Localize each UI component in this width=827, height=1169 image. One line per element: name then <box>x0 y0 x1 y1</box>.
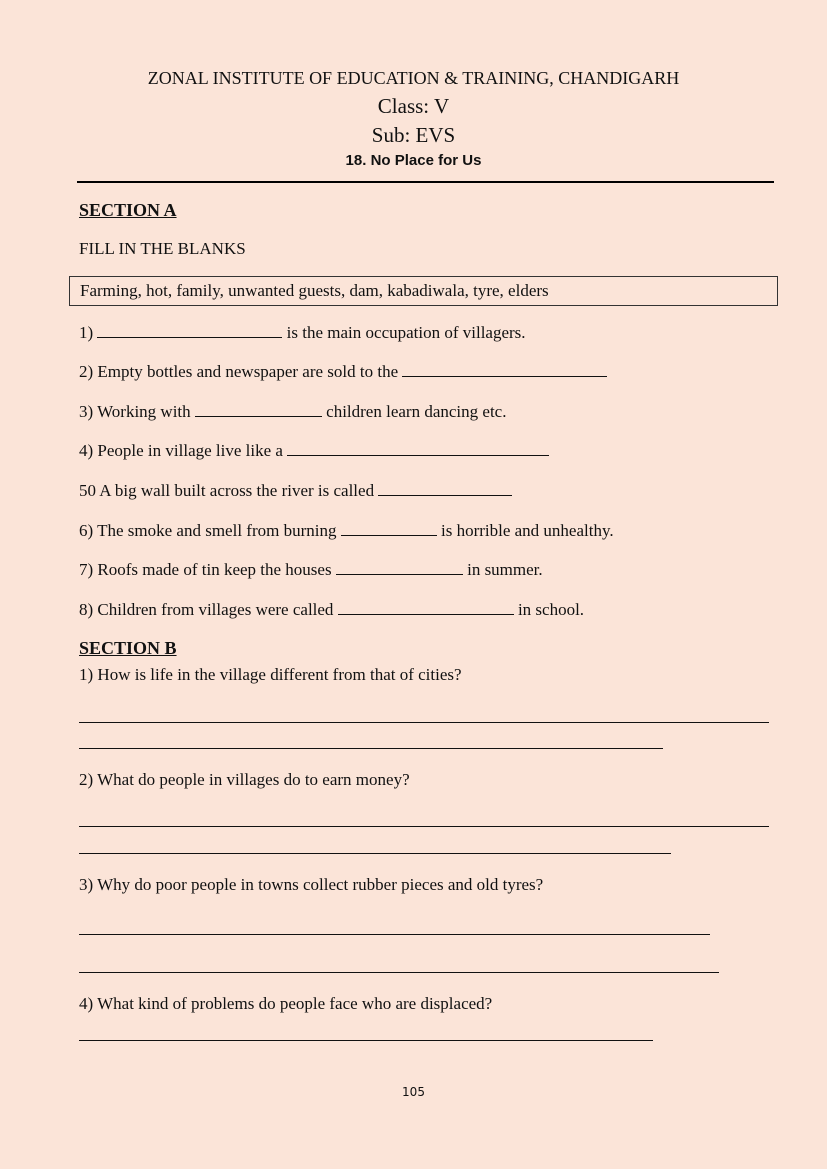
answer-line[interactable] <box>79 853 671 854</box>
question-text: 1) <box>79 323 98 342</box>
question-text: in school. <box>513 600 585 619</box>
answer-line[interactable] <box>79 934 710 935</box>
section-b-title: SECTION B <box>79 638 177 658</box>
fill-blank-question-6 <box>79 521 614 541</box>
institute-name: ZONAL INSTITUTE OF EDUCATION & TRAINING, CHANDIGARH <box>147 68 680 88</box>
question-text: 7) Roofs made of tin keep the houses <box>79 560 336 579</box>
page-number: 105 <box>402 1085 425 1099</box>
chapter-title: 18. No Place for Us <box>345 152 482 169</box>
blank-line[interactable] <box>97 323 282 338</box>
question-text: 3) Working with <box>79 402 195 421</box>
short-answer-question-1: 1) How is life in the village different from that of cities? <box>79 665 462 684</box>
chapter-number: 18 <box>345 152 363 169</box>
subject-label: Sub: EVS <box>371 123 456 147</box>
question-text: is the main occupation of villagers. <box>282 323 526 342</box>
answer-line[interactable] <box>79 748 663 749</box>
blank-line[interactable] <box>402 362 607 377</box>
fill-blank-question-8 <box>79 600 584 620</box>
question-text: 8) Children from villages were called <box>79 600 338 619</box>
fill-blank-question-7 <box>79 560 543 580</box>
short-answer-question-2: 2) What do people in villages do to earn money? <box>79 770 410 789</box>
blank-line[interactable] <box>287 441 549 456</box>
blank-line[interactable] <box>195 402 322 417</box>
blank-line[interactable] <box>338 600 514 615</box>
short-answer-question-4: 4) What kind of problems do people face who are displaced? <box>79 994 493 1013</box>
class-label: Class: V <box>377 94 450 118</box>
answer-line[interactable] <box>79 826 769 827</box>
question-text: is horrible and unhealthy. <box>436 521 614 540</box>
answer-line[interactable] <box>79 722 769 723</box>
blank-line[interactable] <box>341 521 437 536</box>
answer-line[interactable] <box>79 972 719 973</box>
header-divider <box>77 181 774 183</box>
question-text: 50 A big wall built across the river is called <box>79 481 379 500</box>
fill-blank-question-4 <box>79 441 549 461</box>
question-text: 2) Empty bottles and newspaper are sold to the <box>79 362 403 381</box>
question-text: in summer. <box>462 560 543 579</box>
answer-line[interactable] <box>79 1040 653 1041</box>
question-text: children learn dancing etc. <box>321 402 507 421</box>
fill-blank-question-3 <box>79 402 506 422</box>
blank-line[interactable] <box>378 481 512 496</box>
chapter-name: No Place for Us <box>370 152 482 169</box>
section-a-instruction: FILL IN THE BLANKS <box>79 239 246 258</box>
question-text: 6) The smoke and smell from burning <box>79 521 341 540</box>
short-answer-question-3: 3) Why do poor people in towns collect rubber pieces and old tyres? <box>79 875 544 894</box>
fill-blank-question-5 <box>79 481 512 501</box>
section-a-title: SECTION A <box>79 200 177 220</box>
word-bank: Farming, hot, family, unwanted guests, dam, kabadiwala, tyre, elders <box>69 276 778 306</box>
fill-blank-question-2 <box>79 362 607 382</box>
fill-blank-question-1 <box>79 323 526 343</box>
blank-line[interactable] <box>336 560 463 575</box>
question-text: 4) People in village live like a <box>79 441 288 460</box>
